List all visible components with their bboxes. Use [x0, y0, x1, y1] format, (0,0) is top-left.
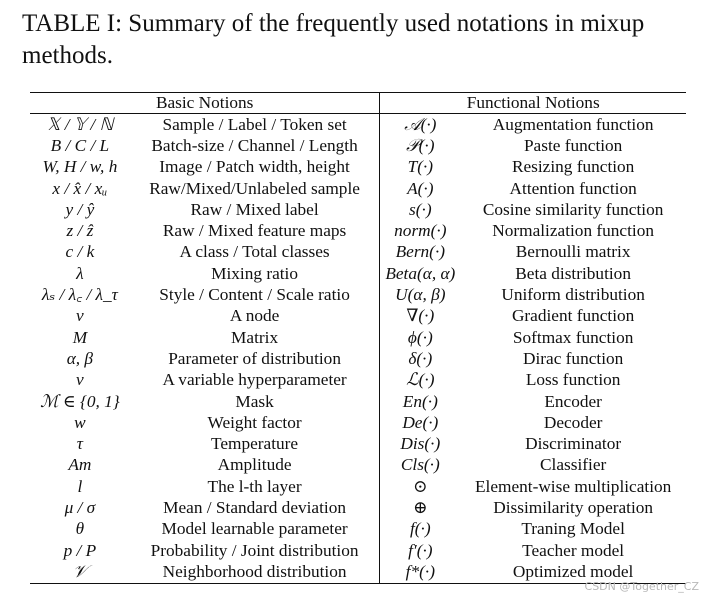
table-row — [30, 135, 686, 156]
notation-symbol: λ — [76, 263, 84, 283]
notation-description: Mean / Standard deviation — [130, 497, 380, 518]
table-header-row — [30, 93, 686, 114]
notation-symbol: ν — [76, 370, 84, 390]
notation-symbol: Am — [68, 455, 92, 475]
function-description: Classifier — [540, 455, 607, 475]
table-row — [30, 284, 686, 305]
watermark: CSDN @Together_CZ — [584, 580, 699, 593]
table-row — [30, 220, 686, 241]
table-row — [30, 242, 686, 263]
notation-description: Amplitude — [130, 455, 380, 476]
function-symbol: s(·) — [409, 199, 432, 219]
functional-notions-header: Functional Notions — [380, 93, 686, 114]
notation-symbol: z / ẑ — [66, 221, 94, 241]
function-symbol: ∇(·) — [406, 306, 435, 326]
notation-description: A class / Total classes — [130, 242, 380, 263]
table-row — [30, 348, 686, 369]
function-symbol: Cls(·) — [400, 455, 440, 475]
function-description: Gradient function — [511, 306, 635, 326]
notation-symbol: B / C / L — [50, 135, 110, 155]
table-row — [30, 199, 686, 220]
function-symbol: Bern(·) — [395, 242, 446, 262]
notation-table — [30, 92, 686, 584]
table-row — [30, 476, 686, 497]
function-symbol: Dis(·) — [400, 434, 441, 454]
notation-description: A node — [130, 306, 380, 327]
notation-description: Batch-size / Channel / Length — [130, 135, 380, 156]
notation-symbol: w — [74, 412, 86, 432]
notation-description: Model learnable parameter — [130, 519, 380, 540]
notation-description: Raw/Mixed/Unlabeled sample — [130, 178, 380, 199]
function-description: Beta distribution — [515, 263, 631, 283]
function-symbol: f′(·) — [408, 540, 433, 560]
notation-symbol: v — [76, 306, 84, 326]
notation-description: Raw / Mixed feature maps — [130, 220, 380, 241]
function-symbol: T(·) — [407, 157, 434, 177]
function-symbol: ⊙ — [413, 476, 428, 496]
notation-symbol: 𝒱 — [30, 561, 130, 583]
function-description: Teacher model — [522, 540, 625, 560]
basic-notions-header: Basic Notions — [30, 93, 380, 114]
table-row — [30, 263, 686, 284]
function-symbol: ⊕ — [413, 497, 428, 517]
function-description: Element-wise multiplication — [474, 476, 672, 496]
notation-description: A variable hyperparameter — [130, 370, 380, 391]
notation-description: Raw / Mixed label — [130, 199, 380, 220]
notation-description: Image / Patch width, height — [130, 157, 380, 178]
notation-description: The l-th layer — [130, 476, 380, 497]
function-symbol: De(·) — [402, 412, 439, 432]
function-symbol: 𝒫(·) — [406, 135, 435, 155]
function-description: Bernoulli matrix — [515, 242, 631, 262]
notation-symbol: ℳ ∈ {0, 1} — [40, 391, 120, 411]
notation-symbol: α, β — [66, 348, 94, 368]
notation-description: Neighborhood distribution — [130, 561, 380, 583]
notation-symbol: 𝕏 / 𝕐 / ℕ — [46, 114, 114, 134]
function-symbol: f(·) — [410, 519, 431, 539]
table-row — [30, 370, 686, 391]
notation-description: Sample / Label / Token set — [130, 114, 380, 136]
function-symbol: δ(·) — [408, 348, 433, 368]
notation-symbol: λₛ / λ꜀ / λ_τ — [41, 285, 118, 305]
table-row — [30, 306, 686, 327]
notation-description: Parameter of distribution — [130, 348, 380, 369]
function-symbol: U(α, β) — [395, 285, 446, 305]
notation-symbol: μ / σ — [64, 497, 96, 517]
function-description: Loss function — [525, 370, 621, 390]
table-row — [30, 327, 686, 348]
function-description: Cosine similarity function — [482, 199, 664, 219]
table-row — [30, 391, 686, 412]
function-description: Dirac function — [522, 348, 624, 368]
table-row — [30, 114, 686, 136]
notation-symbol: θ — [75, 519, 85, 539]
notation-description: Mixing ratio — [130, 263, 380, 284]
function-description: Encoder — [544, 391, 602, 411]
table-row — [30, 519, 686, 540]
function-description: Uniform distribution — [501, 285, 645, 305]
table-row — [30, 455, 686, 476]
table-row — [30, 540, 686, 561]
table-row — [30, 157, 686, 178]
notation-symbol: p / P — [63, 540, 97, 560]
notation-symbol: W, H / w, h — [42, 157, 118, 177]
function-symbol: ℒ(·) — [406, 370, 435, 390]
table-row — [30, 497, 686, 518]
notation-description: Probability / Joint distribution — [130, 540, 380, 561]
function-description: Augmentation function — [492, 114, 654, 134]
function-symbol: f*(·) — [380, 561, 460, 583]
function-description: Dissimilarity operation — [493, 497, 654, 517]
table-row — [30, 433, 686, 454]
function-symbol: 𝒜(·) — [404, 114, 437, 134]
notation-description: Style / Content / Scale ratio — [130, 284, 380, 305]
function-description: Resizing function — [511, 157, 635, 177]
notation-symbol: y / ŷ — [65, 199, 95, 219]
function-symbol: norm(·) — [394, 221, 447, 241]
function-symbol: En(·) — [402, 391, 438, 411]
function-description: Attention function — [509, 178, 637, 198]
notation-description: Mask — [130, 391, 380, 412]
table-row — [30, 178, 686, 199]
function-symbol: ϕ(·) — [407, 327, 433, 347]
notation-symbol: c / k — [65, 242, 95, 262]
function-description: Optimized model — [460, 561, 686, 583]
table-caption: TABLE I: Summary of the frequently used notations in mixup methods. — [22, 10, 645, 69]
function-symbol: A(·) — [407, 178, 434, 198]
function-description: Traning Model — [521, 519, 625, 539]
function-description: Normalization function — [492, 221, 654, 241]
notation-description: Temperature — [130, 433, 380, 454]
notation-symbol: τ — [76, 434, 83, 454]
table-row — [30, 412, 686, 433]
function-symbol: Beta(α, α) — [385, 263, 456, 283]
notation-symbol: M — [72, 327, 88, 347]
notation-description: Matrix — [130, 327, 380, 348]
notation-description: Weight factor — [130, 412, 380, 433]
notation-symbol: x / x̂ / xᵤ — [52, 178, 108, 198]
notation-symbol: l — [77, 476, 83, 496]
function-description: Paste function — [523, 135, 623, 155]
function-description: Softmax function — [512, 327, 634, 347]
function-description: Decoder — [543, 412, 603, 432]
function-description: Discriminator — [525, 434, 622, 454]
